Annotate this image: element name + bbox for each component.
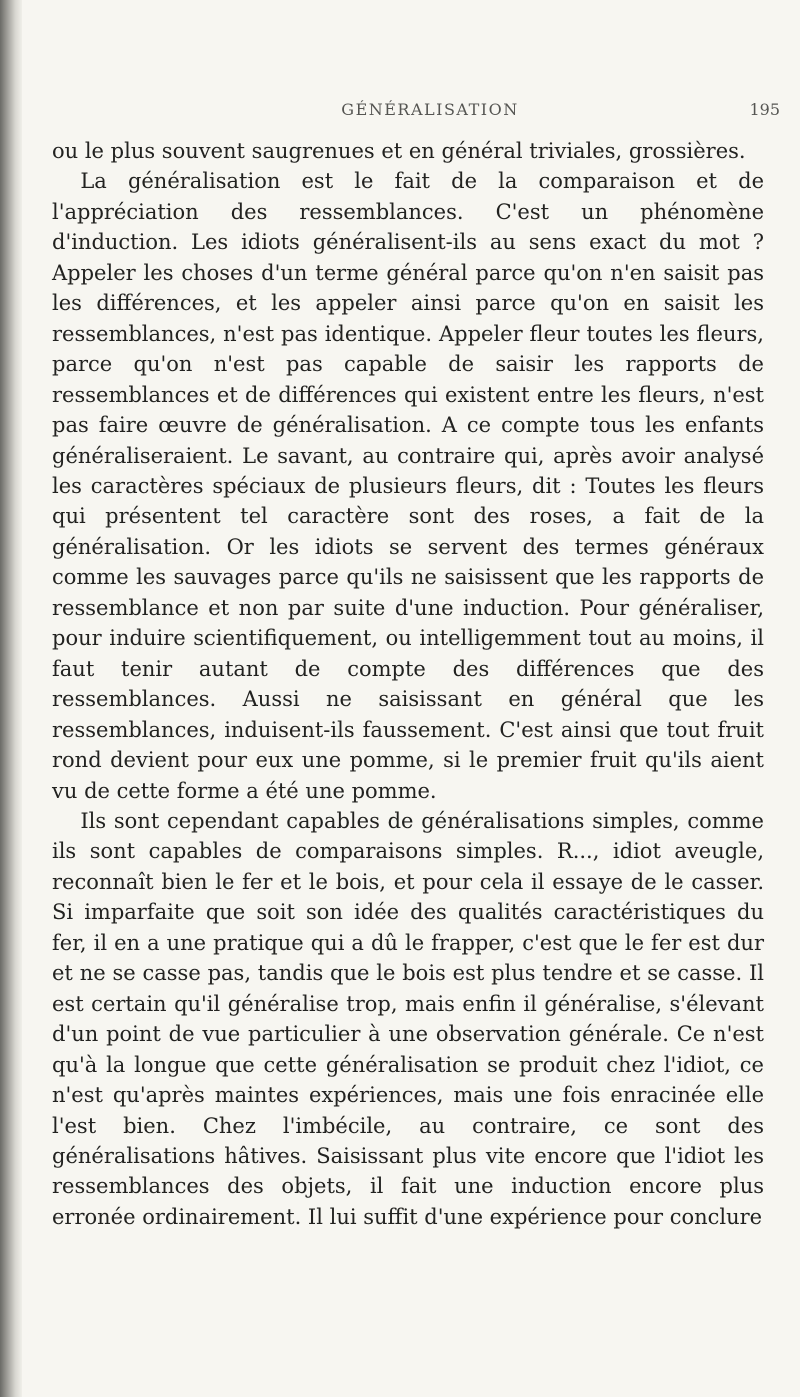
page-header [80,100,780,130]
paragraph-simple-generalisations: Ils sont cependant capables de généralisations simples, comme ils sont capables de comparaisons simples. R..., idiot aveugle, reconnaît bien le fer et le bois, et pour cela il essaye de le casser. Si imparfaite que soit son idée des qualités caractéristiques du fer, il en a une pratique qui a dû le frapper, c'est que le fer est dur et ne se casse pas, tandis que le bois est plus tendre et se casse. Il est certain qu'il généralise trop, mais enfin il généralise, s'élevant d'un point de vue particulier à une observation générale. Ce n'est qu'à la longue que cette généralisation se produit chez l'idiot, ce n'est qu'après maintes expériences, mais une fois enracinée elle l'est bien. Chez l'imbécile, au contraire, ce sont des généralisations hâtives. Saisissant plus vite encore que l'idiot les ressemblances des objets, il fait une induction encore plus erronée ordinairement. Il lui suffit d'une expérience pour conclure [52,808,764,1229]
running-title: GÉNÉRALISATION [341,100,519,119]
page-number: 195 [749,100,780,119]
paragraph-continuation: ou le plus souvent saugrenues et en général triviales, grossières. [52,139,746,163]
paragraph-generalisation: La généralisation est le fait de la comparaison et de l'appréciation des ressemblances. C'est un phénomène d'induction. Les idiots généralisent-ils au sens exact du mot ? Appeler les choses d'un terme général parce qu'on n'en saisit pas les différences, et les appeler ainsi parce qu'on en saisit les ressemblances, n'est pas identique. Appeler fleur toutes les fleurs, parce qu'on n'est pas capable de saisir les rapports de ressemblances et de différences qui existent entre les fleurs, n'est pas faire œuvre de généralisation. A ce compte tous les enfants généraliseraient. Le savant, au contraire qui, après avoir analysé les caractères spéciaux de plusieurs fleurs, dit : Toutes les fleurs qui présentent tel caractère sont des roses, a fait de la généralisation. Or les idiots se servent des termes généraux comme les sauvages parce qu'ils ne saisissent que les rapports de ressemblance et non par suite d'une induction. Pour généraliser, pour induire scientifiquement, ou intelligemment tout au moins, il faut tenir autant de compte des différences que des ressemblances. Aussi ne saisissant en général que les ressemblances, induisent-ils faussement. C'est ainsi que tout fruit rond devient pour eux une pomme, si le premier fruit qu'ils aient vu de cette forme a été une pomme. [52,169,764,803]
page-gutter-shadow [0,0,22,1397]
body-text [52,136,764,1232]
